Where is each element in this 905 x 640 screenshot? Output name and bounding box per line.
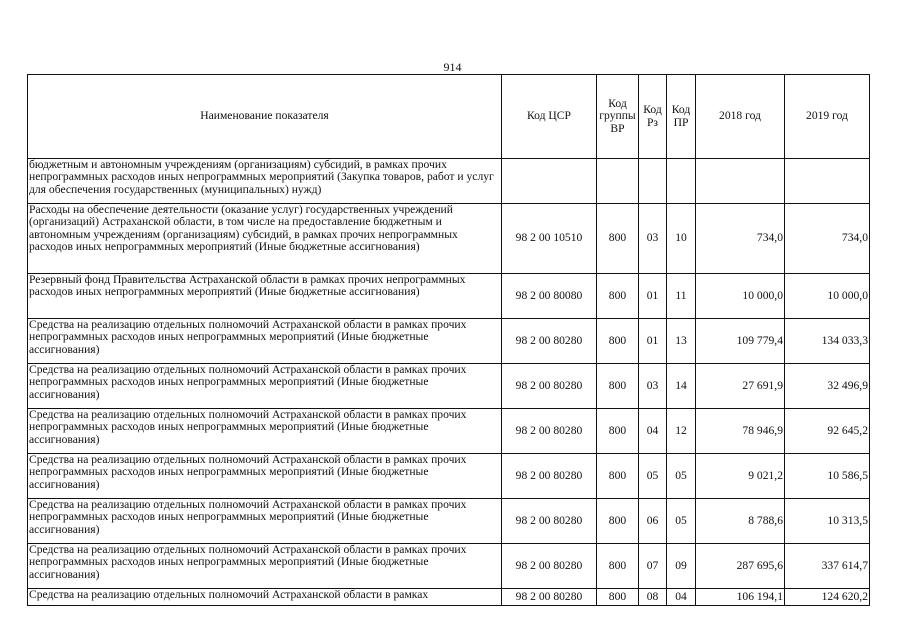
row-vr: 800 — [597, 364, 639, 409]
row-pr: 05 — [667, 454, 696, 499]
row-name: Расходы на обеспечение деятельности (оказание услуг) государственных учреждений (организаций) Астраханской области, в том числе на предоставление бюджетным и автономным учреждениям (организациям) субсидий, в рамках прочих непрограммных расходов иных непрограммных мероприятий (Иные бюджетные ассигнования) — [28, 204, 502, 274]
row-rz — [639, 159, 667, 204]
row-pr: 04 — [667, 589, 696, 606]
row-csr: 98 2 00 80280 — [502, 409, 597, 454]
row-rz: 03 — [639, 364, 667, 409]
row-rz: 01 — [639, 274, 667, 319]
row-csr: 98 2 00 80080 — [502, 274, 597, 319]
row-csr: 98 2 00 80280 — [502, 319, 597, 364]
row-name: Резервный фонд Правительства Астраханской области в рамках прочих непрограммных расходов иных непрограммных мероприятий (Иные бюджетные ассигнования) — [28, 274, 502, 319]
row-2019 — [785, 159, 870, 204]
row-csr: 98 2 00 10510 — [502, 204, 597, 274]
row-vr — [597, 159, 639, 204]
row-pr: 12 — [667, 409, 696, 454]
row-rz: 07 — [639, 544, 667, 589]
row-rz: 06 — [639, 499, 667, 544]
row-vr: 800 — [597, 454, 639, 499]
row-2019: 134 033,3 — [785, 319, 870, 364]
row-csr — [502, 159, 597, 204]
row-2019: 32 496,9 — [785, 364, 870, 409]
table-row — [28, 589, 870, 606]
table-row — [28, 544, 870, 589]
header-pr: Код ПР — [667, 75, 696, 159]
row-pr: 05 — [667, 499, 696, 544]
row-vr: 800 — [597, 204, 639, 274]
row-csr: 98 2 00 80280 — [502, 589, 597, 606]
header-name: Наименование показателя — [28, 75, 502, 159]
row-2018: 106 194,1 — [696, 589, 785, 606]
row-2018: 10 000,0 — [696, 274, 785, 319]
row-name: Средства на реализацию отдельных полномочий Астраханской области в рамках прочих непрограммных расходов иных непрограммных мероприятий (Иные бюджетные ассигнования) — [28, 499, 502, 544]
header-rz: Код Рз — [639, 75, 667, 159]
row-2019: 92 645,2 — [785, 409, 870, 454]
row-csr: 98 2 00 80280 — [502, 454, 597, 499]
row-2018: 78 946,9 — [696, 409, 785, 454]
row-pr: 10 — [667, 204, 696, 274]
table-row — [28, 499, 870, 544]
table-row — [28, 364, 870, 409]
row-name: бюджетным и автономным учреждениям (организациям) субсидий, в рамках прочих непрограммных расходов иных непрограммных мероприятий (Закупка товаров, работ и услуг для обеспечения государственных (муниципальных) нужд) — [28, 159, 502, 204]
row-vr: 800 — [597, 409, 639, 454]
row-2019: 10 000,0 — [785, 274, 870, 319]
row-rz: 04 — [639, 409, 667, 454]
row-pr: 13 — [667, 319, 696, 364]
row-rz: 08 — [639, 589, 667, 606]
row-name: Средства на реализацию отдельных полномочий Астраханской области в рамках прочих непрограммных расходов иных непрограммных мероприятий (Иные бюджетные ассигнования) — [28, 319, 502, 364]
row-rz: 01 — [639, 319, 667, 364]
row-rz: 03 — [639, 204, 667, 274]
header-2018: 2018 год — [696, 75, 785, 159]
table-row — [28, 454, 870, 499]
table-row — [28, 319, 870, 364]
table-row — [28, 409, 870, 454]
header-csr: Код ЦСР — [502, 75, 597, 159]
row-csr: 98 2 00 80280 — [502, 364, 597, 409]
row-2018: 109 779,4 — [696, 319, 785, 364]
row-csr: 98 2 00 80280 — [502, 544, 597, 589]
row-2019: 734,0 — [785, 204, 870, 274]
row-2018: 734,0 — [696, 204, 785, 274]
row-pr — [667, 159, 696, 204]
budget-table — [27, 74, 870, 606]
row-name: Средства на реализацию отдельных полномочий Астраханской области в рамках прочих непрограммных расходов иных непрограммных мероприятий (Иные бюджетные ассигнования) — [28, 454, 502, 499]
row-vr: 800 — [597, 274, 639, 319]
row-2019: 124 620,2 — [785, 589, 870, 606]
row-2018: 8 788,6 — [696, 499, 785, 544]
row-pr: 11 — [667, 274, 696, 319]
row-2019: 10 313,5 — [785, 499, 870, 544]
row-name: Средства на реализацию отдельных полномочий Астраханской области в рамках прочих непрограммных расходов иных непрограммных мероприятий (Иные бюджетные ассигнования) — [28, 544, 502, 589]
row-2018: 287 695,6 — [696, 544, 785, 589]
row-2019: 10 586,5 — [785, 454, 870, 499]
row-rz: 05 — [639, 454, 667, 499]
table-row — [28, 159, 870, 204]
row-vr: 800 — [597, 589, 639, 606]
row-name: Средства на реализацию отдельных полномочий Астраханской области в рамках — [28, 589, 502, 606]
row-2018: 27 691,9 — [696, 364, 785, 409]
table-row — [28, 204, 870, 274]
row-pr: 14 — [667, 364, 696, 409]
row-vr: 800 — [597, 544, 639, 589]
row-name: Средства на реализацию отдельных полномочий Астраханской области в рамках прочих непрограммных расходов иных непрограммных мероприятий (Иные бюджетные ассигнования) — [28, 409, 502, 454]
header-vr: Код группы ВР — [597, 75, 639, 159]
page-number: 914 — [443, 60, 462, 74]
row-2018 — [696, 159, 785, 204]
row-vr: 800 — [597, 319, 639, 364]
row-name: Средства на реализацию отдельных полномочий Астраханской области в рамках прочих непрограммных расходов иных непрограммных мероприятий (Иные бюджетные ассигнования) — [28, 364, 502, 409]
header-row — [28, 75, 870, 159]
row-csr: 98 2 00 80280 — [502, 499, 597, 544]
row-2018: 9 021,2 — [696, 454, 785, 499]
row-pr: 09 — [667, 544, 696, 589]
row-2019: 337 614,7 — [785, 544, 870, 589]
header-2019: 2019 год — [785, 75, 870, 159]
table-row — [28, 274, 870, 319]
row-vr: 800 — [597, 499, 639, 544]
